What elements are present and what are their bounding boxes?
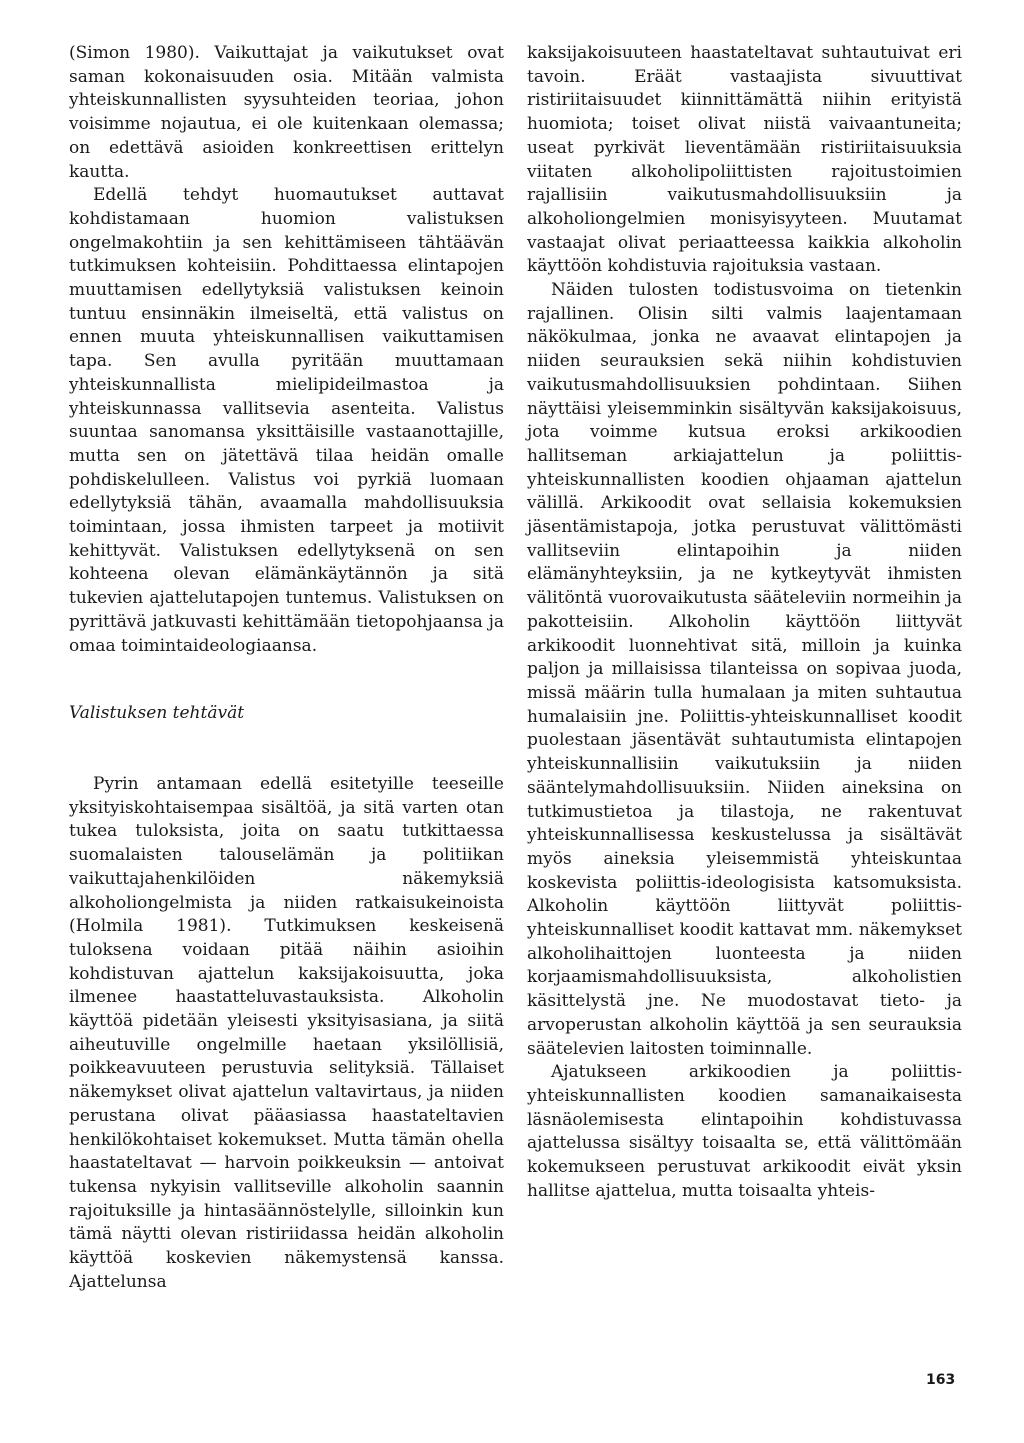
paragraph: Edellä tehdyt huomautukset auttavat kohdistamaan huomion valistuksen ongelmakohtiin ja sen kehittämiseen tähtäävän tutkimuksen kohteisiin. Pohdittaessa elintapojen muuttamisen edellytyksiä valistuksen keinoin tuntuu ensinnäkin ilmeiseltä, että valistus on ennen muuta yhteiskunnallisen vaikuttamisen tapa. Sen avulla pyritään muuttamaan yhteiskunnallista mielipideilmastoa ja yhteiskunnassa vallitsevia asenteita. Valistus suuntaa sanomansa yksittäisille vastaanottajille, mutta sen on jätettävä tilaa heidän omalle pohdiskelulleen. Valistus voi pyrkiä luomaan edellytyksiä tähän, avaamalla mahdollisuuksia toimintaan, jossa ihmisten tarpeet ja motiivit kehittyvät. Valistuksen edellytyksenä on sen kohteena olevan elämänkäytännön ja sitä tukevien ajattelutapojen tuntemus. Valistuksen on pyrittävä jatkuvasti kehittämään tietopohjaansa ja omaa toimintaideologiaansa. — [69, 185, 504, 656]
section-heading: Valistuksen tehtävät — [69, 703, 245, 724]
left-column — [69, 42, 504, 1294]
paragraph: Näiden tulosten todistusvoima on tietenkin rajallinen. Olisin silti valmis laajentamaan näkökulmaa, jonka ne avaavat elintapojen ja niiden seurauksien sekä niihin kohdistuvien vaikutusmahdollisuuksien pohdintaan. Siihen näyttäisi yleisemminkin sisältyvän kaksijakoisuus, jota voimme kutsua eroksi arkikoodien hallitseman arkiajattelun ja poliittis-yhteiskunnallisten koodien ohjaaman ajattelun välillä. Arkikoodit ovat sellaisia kokemuksien jäsentämistapoja, jotka perustuvat välittömästi vallitseviin elintapoihin ja niiden elämänyhteyksiin, ja ne kytkeytyvät ihmisten välitöntä vuorovaikutusta sääteleviin normeihin ja pakotteisiin. Alkoholin käyttöön liittyvät arkikoodit luonnehtivat sitä, milloin ja kuinka paljon ja millaisissa tilanteissa on sopivaa juoda, missä määrin tulla humalaan ja miten suhtautua humalaisiin jne. Poliittis-yhteiskunnalliset koodit puolestaan jäsentävät suhtautumista elintapojen yhteiskunnallisiin vaikutuksiin ja niiden sääntelymahdollisuuksiin. Niiden aineksina on tutkimustietoa ja tilastoja, ne rakentuvat yhteiskunnallisessa keskustelussa ja sisältävät myös aineksia yleisemmistä yhteiskuntaa koskevista poliittis-ideologisista katsomuksista. Alkoholin käyttöön liittyvät poliittis-yhteiskunnalliset koodit kattavat mm. näkemykset alkoholihaittojen luonteesta ja niiden korjaamismahdollisuuksista, alkoholistien käsittelystä jne. Ne muodostavat tieto- ja arvoperustan alkoholin käyttöä ja sen seurauksia säätelevien laitosten toiminnalle. — [527, 280, 962, 1059]
paragraph-continuation: kaksijakoisuuteen haastateltavat suhtautuivat eri tavoin. Eräät vastaajista sivuuttivat ristiriitaisuudet kiinnittämättä niihin erityistä huomiota; toiset olivat niistä vaivaantuneita; useat pyrkivät lieventämään ristiriitaisuuksia viitaten alkoholipoliittisten rajoitustoimien rajallisiin vaikutusmahdollisuuksiin ja alkoholiongelmien monisyisyyteen. Muutamat vastaajat olivat periaatteessa kaikkia alkoholin käyttöön kohdistuvia rajoituksia vastaan. — [527, 43, 962, 277]
right-column — [527, 42, 962, 1203]
page-number: 163 — [926, 1372, 956, 1388]
paragraph-opening: (Simon 1980). Vaikuttajat ja vaikutukset ovat saman kokonaisuuden osia. Mitään valmista yhteiskunnallisten syysuhteiden teoriaa, johon voisimme nojautua, ei ole kuitenkaan olemassa; on edettävä asioiden konkreettisen erittelyn kautta. — [69, 43, 504, 182]
paragraph: Pyrin antamaan edellä esitetyille teeseille yksityiskohtaisempaa sisältöä, ja sitä varten otan tukea tuloksista, joita on saatu tutkittaessa suomalaisten talouselämän ja politiikan vaikuttajahenkilöiden näkemyksiä alkoholiongelmista ja niiden ratkaisukeinoista (Holmila 1981). Tutkimuksen keskeisenä tuloksena voidaan pitää näihin asioihin kohdistuvan ajattelun kaksijakoisuutta, joka ilmenee haastatteluvastauksista. Alkoholin käyttöä pidetään yleisesti yksityisasiana, ja siitä aiheutuville ongelmille haetaan yksilöllisiä, poikkeavuuteen perustuvia selityksiä. Tällaiset näkemykset olivat ajattelun valtavirtaus, ja niiden perustana olivat pääasiassa haastateltavien henkilökohtaiset kokemukset. Mutta tämän ohella haastateltavat — harvoin poikkeuksin — antoivat tukensa nykyisin vallitseville alkoholin saannin rajoituksille ja hintasäännöstelylle, silloinkin kun tämä näytti olevan ristiriidassa heidän alkoholin käyttöä koskevien näkemystensä kanssa. Ajattelunsa — [69, 773, 504, 1292]
paragraph: Ajatukseen arkikoodien ja poliittis-yhteiskunnallisten koodien samanaikaisesta läsnäolemisesta elintapoihin kohdistuvassa ajattelussa sisältyy toisaalta se, että välittömään kokemukseen perustuvat arkikoodit eivät yksin hallitse ajattelua, mutta toisaalta yhteis- — [527, 1062, 962, 1201]
